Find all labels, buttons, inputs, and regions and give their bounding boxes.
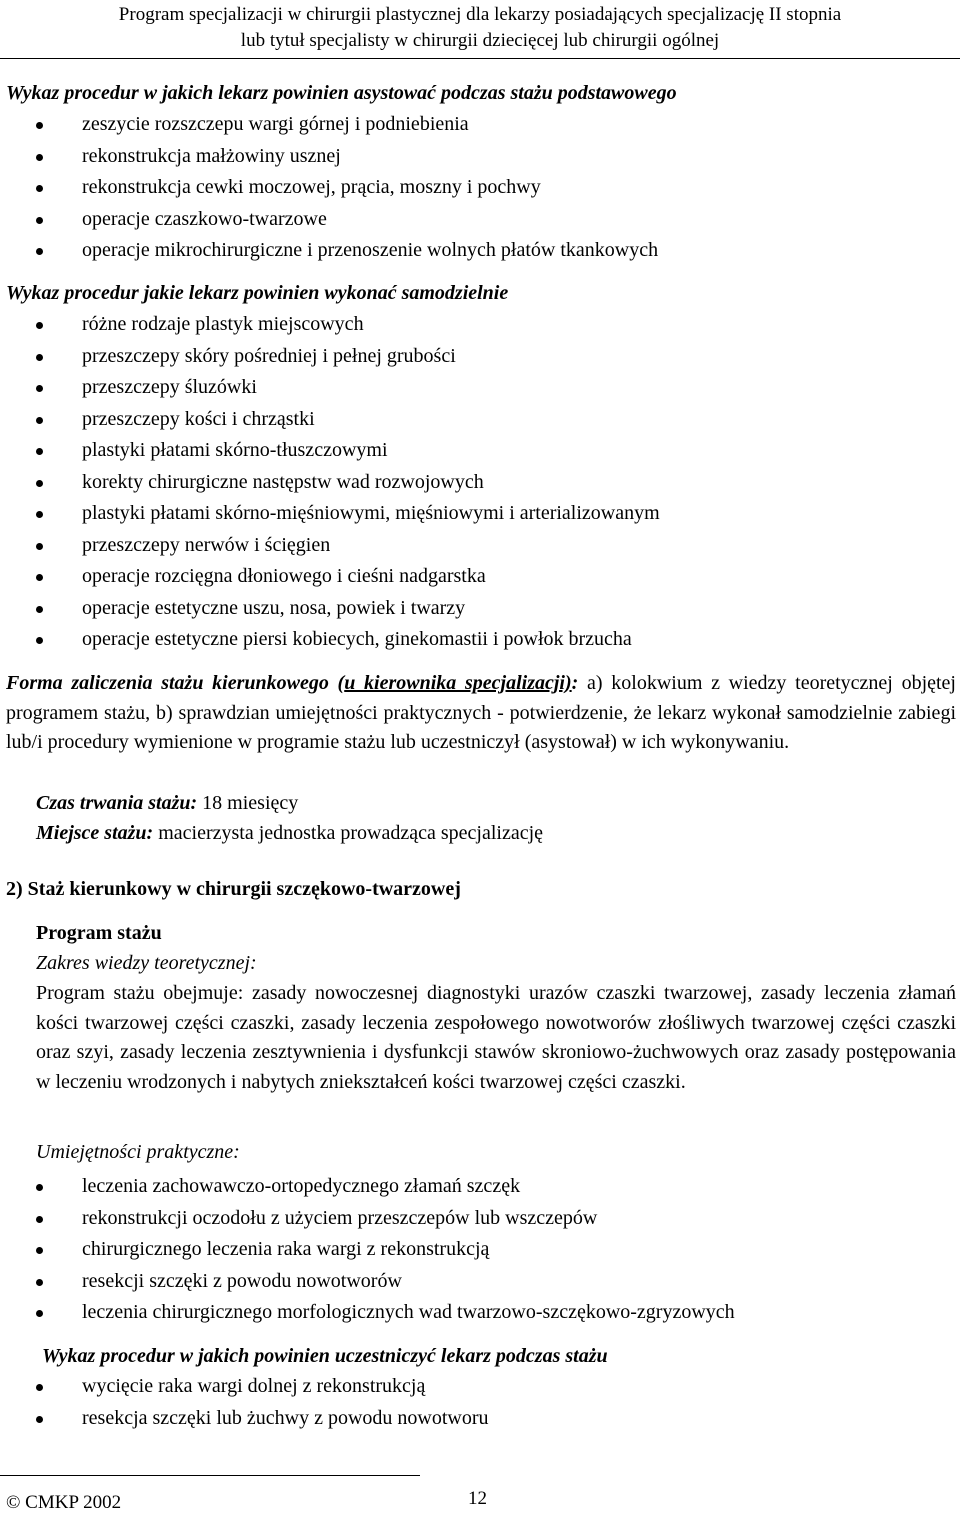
knowledge-label: Zakres wiedzy teoretycznej: xyxy=(36,952,257,974)
bullet-icon xyxy=(36,248,43,255)
list-item: zeszycie rozszczepu wargi górnej i podniebienia xyxy=(0,109,658,141)
bullet-icon xyxy=(36,185,43,192)
place-line xyxy=(36,818,543,848)
assist-stage-list xyxy=(0,1371,489,1434)
list-item: różne rodzaje plastyk miejscowych xyxy=(0,309,660,341)
list-item: rekonstrukcja cewki moczowej, prącia, moszny i pochwy xyxy=(0,172,658,204)
list-item: operacje rozcięgna dłoniowego i cieśni nadgarstka xyxy=(0,561,660,593)
duration-line xyxy=(36,788,298,818)
self-basic-list xyxy=(0,309,660,656)
self-basic-heading: Wykaz procedur jakie lekarz powinien wykonać samodzielnie xyxy=(6,282,509,304)
completion-text: a) kolokwium z wiedzy teoretycznej objętej programem stażu, b) sprawdzian umiejętności praktycznych - potwierdzenie, że lekarz wykonał samodzielnie zabiegi lub/i procedury wymienione w programie stażu lub uczestniczył (asystował) w ich wykonywaniu. xyxy=(6,672,956,754)
bullet-icon xyxy=(36,1416,43,1423)
duration-label: Czas trwania stażu: xyxy=(36,792,198,814)
bullet-icon xyxy=(36,322,43,329)
list-item: przeszczepy skóry pośredniej i pełnej grubości xyxy=(0,341,660,373)
bullet-icon xyxy=(36,217,43,224)
bullet-icon xyxy=(36,385,43,392)
place-value: macierzysta jednostka prowadząca specjalizację xyxy=(153,822,544,844)
footer-rule xyxy=(0,1475,420,1476)
running-header xyxy=(0,2,960,54)
bullet-icon xyxy=(36,1216,43,1223)
program-label: Program stażu xyxy=(36,922,162,944)
header-line-2: lub tytuł specjalisty w chirurgii dziecięcej lub chirurgii ogólnej xyxy=(240,30,720,51)
list-item: resekcji szczęki z powodu nowotworów xyxy=(0,1266,735,1298)
section-2-title: 2) Staż kierunkowy w chirurgii szczękowo-twarzowej xyxy=(6,878,461,900)
bullet-icon xyxy=(36,574,43,581)
list-item: operacje mikrochirurgiczne i przenoszenie wolnych płatów tkankowych xyxy=(0,235,658,267)
list-item: przeszczepy śluzówki xyxy=(0,372,660,404)
list-item: leczenia zachowawczo-ortopedycznego złamań szczęk xyxy=(0,1171,735,1203)
bullet-icon xyxy=(36,1310,43,1317)
copyright: © CMKP 2002 xyxy=(6,1492,122,1513)
bullet-icon xyxy=(36,1247,43,1254)
bullet-icon xyxy=(36,637,43,644)
list-item: operacje estetyczne uszu, nosa, powiek i twarzy xyxy=(0,593,660,625)
place-label: Miejsce stażu: xyxy=(36,822,154,844)
list-item: resekcja szczęki lub żuchwy z powodu nowotworu xyxy=(0,1403,489,1435)
bullet-icon xyxy=(36,543,43,550)
bullet-icon xyxy=(36,417,43,424)
bullet-icon xyxy=(36,354,43,361)
skills-label: Umiejętności praktyczne: xyxy=(36,1141,240,1163)
assist-stage-heading: Wykaz procedur w jakich powinien uczestniczyć lekarz podczas stażu xyxy=(42,1345,608,1367)
bullet-icon xyxy=(36,480,43,487)
list-item: leczenia chirurgicznego morfologicznych wad twarzowo-szczękowo-zgryzowych xyxy=(0,1297,735,1329)
assist-basic-list xyxy=(0,109,658,267)
bullet-icon xyxy=(36,606,43,613)
list-item: przeszczepy kości i chrząstki xyxy=(0,404,660,436)
bullet-icon xyxy=(36,1279,43,1286)
list-item: plastyki płatami skórno-tłuszczowymi xyxy=(0,435,660,467)
list-item: operacje czaszkowo-twarzowe xyxy=(0,204,658,236)
page-number: 12 xyxy=(468,1488,487,1509)
bullet-icon xyxy=(36,1384,43,1391)
completion-paragraph xyxy=(6,669,956,758)
bullet-icon xyxy=(36,122,43,129)
bullet-icon xyxy=(36,154,43,161)
header-line-1: Program specjalizacji w chirurgii plastycznej dla lekarzy posiadających specjalizację II stopnia xyxy=(118,4,842,25)
completion-label: Forma zaliczenia stażu kierunkowego (u kierownika specjalizacji): xyxy=(6,672,579,694)
knowledge-paragraph: Program stażu obejmuje: zasady nowoczesnej diagnostyki urazów czaszki twarzowej, zasady leczenia złamań kości twarzowej części czaszki, zasady leczenia zespołowego nowotworów złośliwych twarzowej części czaszki oraz szyi, zasady leczenia zesztywnienia i dysfunkcji stawów skroniowo-żuchwowych oraz zasady postępowania w leczeniu wrodzonych i nabytych zniekształceń kości twarzowej części czaszki. xyxy=(36,982,956,1093)
list-item: korekty chirurgiczne następstw wad rozwojowych xyxy=(0,467,660,499)
list-item: operacje estetyczne piersi kobiecych, ginekomastii i powłok brzucha xyxy=(0,624,660,656)
assist-basic-heading: Wykaz procedur w jakich lekarz powinien asystować podczas stażu podstawowego xyxy=(6,82,677,104)
list-item: rekonstrukcji oczodołu z użyciem przeszczepów lub wszczepów xyxy=(0,1203,735,1235)
header-rule xyxy=(0,58,960,59)
list-item: chirurgicznego leczenia raka wargi z rekonstrukcją xyxy=(0,1234,735,1266)
duration-value: 18 miesięcy xyxy=(197,792,299,814)
bullet-icon xyxy=(36,448,43,455)
list-item: rekonstrukcja małżowiny usznej xyxy=(0,141,658,173)
list-item: wycięcie raka wargi dolnej z rekonstrukcją xyxy=(0,1371,489,1403)
skills-list xyxy=(0,1171,735,1329)
list-item: plastyki płatami skórno-mięśniowymi, mięśniowymi i arterializowanym xyxy=(0,498,660,530)
bullet-icon xyxy=(36,1184,43,1191)
list-item: przeszczepy nerwów i ścięgien xyxy=(0,530,660,562)
bullet-icon xyxy=(36,511,43,518)
